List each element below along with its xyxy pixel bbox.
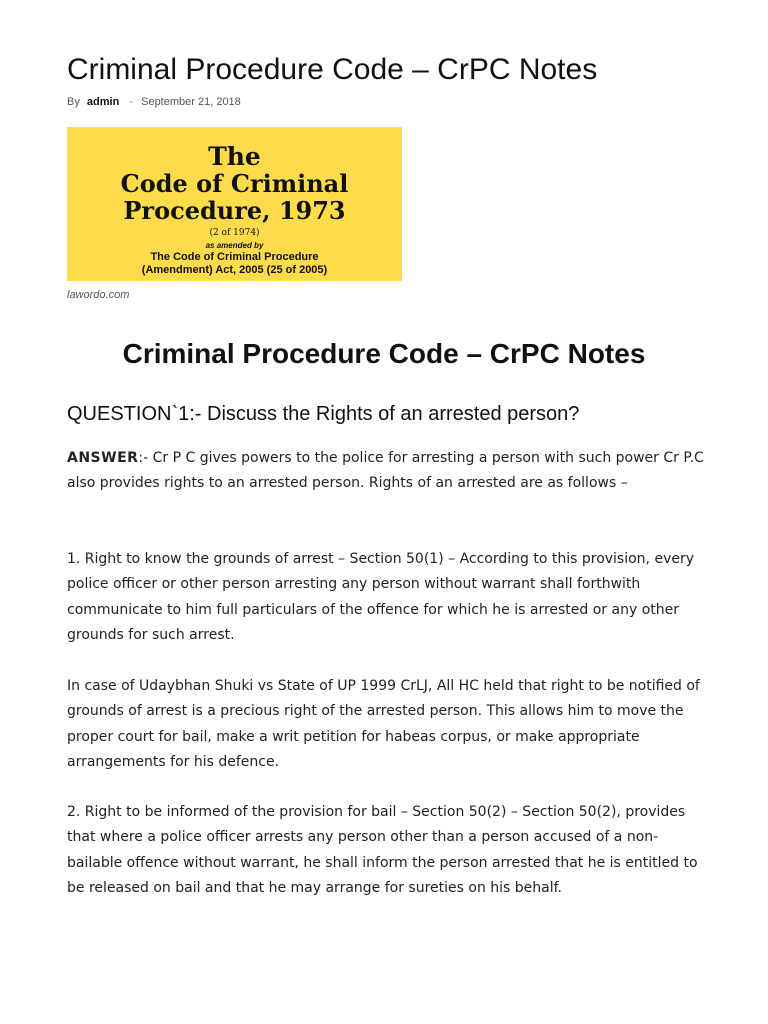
featured-image-line: The: [208, 142, 261, 171]
case-paragraph: In case of Udaybhan Shuki vs State of UP 1999 CrLJ, All HC held that right to be notified of grounds of arrest is a precious right of the arrested person. This allows him to move the proper court for bail, make a writ petition for habeas corpus, or make appropriate arrangements for his defence.: [67, 678, 700, 770]
featured-image-line: Procedure, 1973: [123, 196, 346, 225]
featured-image-line: The Code of Criminal Procedure: [150, 251, 319, 263]
post-meta: [67, 94, 241, 110]
featured-image-line: (2 of 1974): [209, 228, 260, 238]
answer-paragraph: [67, 446, 707, 497]
question-heading: QUESTION`1:- Discuss the Rights of an arrested person?: [67, 403, 580, 425]
post-title: Criminal Procedure Code – CrPC Notes: [67, 53, 598, 86]
right-1-paragraph: 1. Right to know the grounds of arrest – Section 50(1) – According to this provision, every police officer or other person arresting any person without warrant shall forthwith communicate to him full particulars of the offence for which he is arrested or any other grounds for such arrest.: [67, 551, 695, 643]
featured-image: [67, 127, 402, 281]
meta-separator: -: [129, 96, 134, 108]
featured-image-line: Code of Criminal: [120, 169, 349, 198]
author-link[interactable]: admin: [86, 96, 120, 108]
by-label: By: [67, 96, 80, 108]
post-date: September 21, 2018: [141, 96, 241, 108]
content-heading: Criminal Procedure Code – CrPC Notes: [122, 338, 646, 369]
answer-text: :- Cr P C gives powers to the police for arresting a person with such power Cr P.C also provides rights to an arrested person. Rights of an arrested are as follows –: [67, 450, 704, 492]
image-caption: lawordo.com: [67, 289, 130, 301]
featured-image-line: (Amendment) Act, 2005 (25 of 2005): [141, 264, 328, 276]
answer-label: ANSWER: [67, 450, 139, 466]
right-2-paragraph: 2. Right to be informed of the provision for bail – Section 50(2) – Section 50(2), provides that where a police officer arrests any person other than a person accused of a non-bailable offence without warrant, he shall inform the person arrested that he is entitled to be released on bail and that he may arrange for sureties on his behalf.: [67, 804, 698, 896]
featured-image-line: as amended by: [205, 241, 264, 250]
